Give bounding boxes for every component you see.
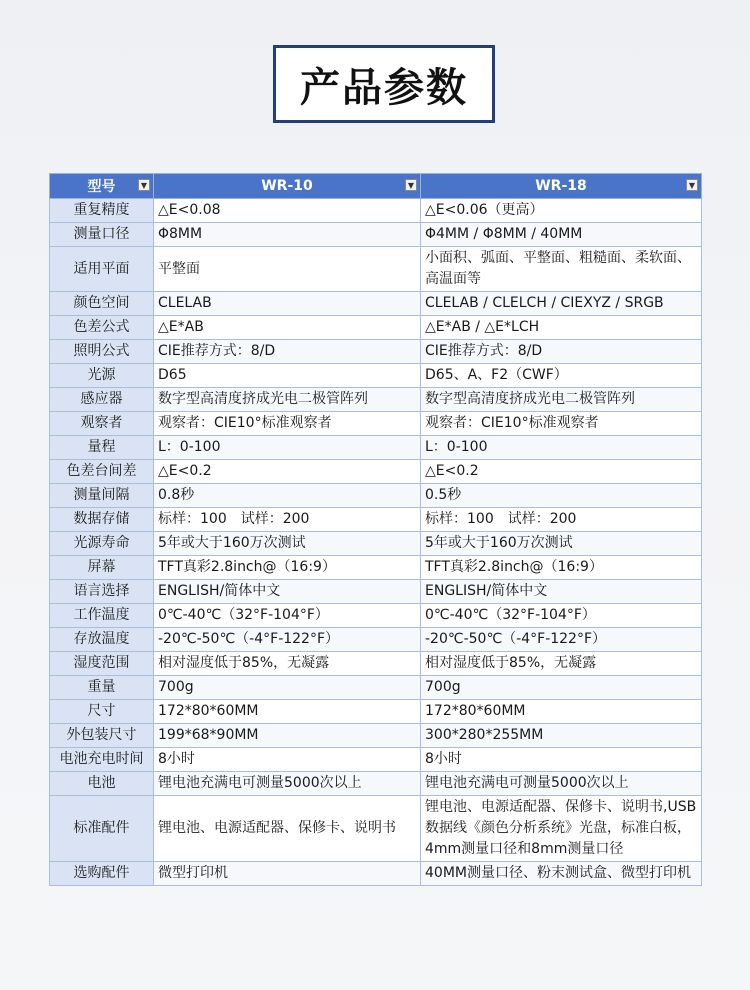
- wr10-value-cell: △E<0.08: [154, 199, 421, 223]
- spec-label-cell: 观察者: [50, 412, 154, 436]
- wr18-value-cell: 观察者：CIE10°标准观察者: [421, 412, 702, 436]
- wr10-value-cell: △E<0.2: [154, 460, 421, 484]
- table-row: [50, 628, 702, 652]
- spec-label-cell: 重复精度: [50, 199, 154, 223]
- wr18-value-cell: -20℃-50℃（-4°F-122°F）: [421, 628, 702, 652]
- wr18-value-cell: 300*280*255MM: [421, 724, 702, 748]
- table-row: [50, 292, 702, 316]
- table-row: [50, 556, 702, 580]
- wr18-value-cell: 700g: [421, 676, 702, 700]
- wr18-value-cell: 相对湿度低于85%，无凝露: [421, 652, 702, 676]
- wr18-value-cell: △E<0.06（更高）: [421, 199, 702, 223]
- table-row: [50, 862, 702, 886]
- spec-label-cell: 标准配件: [50, 796, 154, 862]
- wr10-value-cell: CIE推荐方式：8/D: [154, 340, 421, 364]
- wr18-value-cell: ENGLISH/简体中文: [421, 580, 702, 604]
- table-row: [50, 388, 702, 412]
- wr18-value-cell: △E*AB / △E*LCH: [421, 316, 702, 340]
- page-title: 产品参数: [300, 64, 468, 111]
- table-row: [50, 484, 702, 508]
- spec-label-cell: 电池充电时间: [50, 748, 154, 772]
- spec-label-cell: 数据存储: [50, 508, 154, 532]
- spec-label-cell: 颜色空间: [50, 292, 154, 316]
- table-row: [50, 460, 702, 484]
- wr10-value-cell: -20℃-50℃（-4°F-122°F）: [154, 628, 421, 652]
- spec-label-cell: 尺寸: [50, 700, 154, 724]
- wr10-value-cell: D65: [154, 364, 421, 388]
- wr10-value-cell: 相对湿度低于85%，无凝露: [154, 652, 421, 676]
- table-row: [50, 748, 702, 772]
- wr18-value-cell: CIE推荐方式：8/D: [421, 340, 702, 364]
- table-row: [50, 340, 702, 364]
- spec-label-cell: 重量: [50, 676, 154, 700]
- spec-label-cell: 测量间隔: [50, 484, 154, 508]
- spec-label-cell: 语言选择: [50, 580, 154, 604]
- table-row: [50, 700, 702, 724]
- wr10-value-cell: △E*AB: [154, 316, 421, 340]
- header-wr10[interactable]: [154, 174, 421, 199]
- wr10-value-cell: 0℃-40℃（32°F-104°F）: [154, 604, 421, 628]
- wr10-value-cell: 700g: [154, 676, 421, 700]
- wr10-value-cell: CLELAB: [154, 292, 421, 316]
- header-model-label: 型号: [87, 179, 116, 195]
- wr10-value-cell: 0.8秒: [154, 484, 421, 508]
- spec-label-cell: 湿度范围: [50, 652, 154, 676]
- wr10-value-cell: 172*80*60MM: [154, 700, 421, 724]
- wr10-value-cell: 锂电池充满电可测量5000次以上: [154, 772, 421, 796]
- wr10-value-cell: ENGLISH/简体中文: [154, 580, 421, 604]
- wr18-value-cell: 标样：100 试样：200: [421, 508, 702, 532]
- wr18-value-cell: 0℃-40℃（32°F-104°F）: [421, 604, 702, 628]
- wr18-value-cell: 172*80*60MM: [421, 700, 702, 724]
- wr10-value-cell: 8小时: [154, 748, 421, 772]
- table-row: [50, 772, 702, 796]
- spec-label-cell: 光源: [50, 364, 154, 388]
- wr10-value-cell: Φ8MM: [154, 223, 421, 247]
- wr18-value-cell: Φ4MM / Φ8MM / 40MM: [421, 223, 702, 247]
- wr18-value-cell: 小面积、弧面、平整面、粗糙面、柔软面、高温面等: [421, 247, 702, 292]
- wr10-value-cell: 锂电池、电源适配器、保修卡、说明书: [154, 796, 421, 862]
- wr18-value-cell: TFT真彩2.8inch@（16:9）: [421, 556, 702, 580]
- filter-dropdown-icon[interactable]: ▼: [138, 179, 150, 191]
- spec-label-cell: 照明公式: [50, 340, 154, 364]
- table-header-row: [50, 174, 702, 199]
- page-title-box: [273, 45, 495, 123]
- spec-table: [49, 173, 702, 886]
- spec-table-body: [50, 199, 702, 886]
- spec-label-cell: 适用平面: [50, 247, 154, 292]
- spec-label-cell: 色差公式: [50, 316, 154, 340]
- filter-dropdown-icon[interactable]: ▼: [405, 179, 417, 191]
- table-row: [50, 223, 702, 247]
- wr10-value-cell: 199*68*90MM: [154, 724, 421, 748]
- table-row: [50, 436, 702, 460]
- header-wr10-label: WR-10: [261, 178, 313, 194]
- wr18-value-cell: CLELAB / CLELCH / CIEXYZ / SRGB: [421, 292, 702, 316]
- wr18-value-cell: 40MM测量口径、粉末测试盒、微型打印机: [421, 862, 702, 886]
- table-row: [50, 724, 702, 748]
- spec-label-cell: 色差台间差: [50, 460, 154, 484]
- header-model[interactable]: [50, 174, 154, 199]
- table-row: [50, 604, 702, 628]
- wr10-value-cell: L：0-100: [154, 436, 421, 460]
- spec-label-cell: 工作温度: [50, 604, 154, 628]
- wr18-value-cell: 锂电池充满电可测量5000次以上: [421, 772, 702, 796]
- wr10-value-cell: 数字型高清度挤成光电二极管阵列: [154, 388, 421, 412]
- wr18-value-cell: 8小时: [421, 748, 702, 772]
- table-row: [50, 412, 702, 436]
- table-row: [50, 508, 702, 532]
- wr18-value-cell: 锂电池、电源适配器、保修卡、说明书,USB数据线《颜色分析系统》光盘，标准白板，4mm测量口径和8mm测量口径: [421, 796, 702, 862]
- spec-label-cell: 存放温度: [50, 628, 154, 652]
- table-row: [50, 364, 702, 388]
- table-row: [50, 676, 702, 700]
- table-row: [50, 316, 702, 340]
- spec-label-cell: 电池: [50, 772, 154, 796]
- wr10-value-cell: 观察者：CIE10°标准观察者: [154, 412, 421, 436]
- wr18-value-cell: L：0-100: [421, 436, 702, 460]
- spec-label-cell: 量程: [50, 436, 154, 460]
- wr18-value-cell: 0.5秒: [421, 484, 702, 508]
- wr18-value-cell: △E<0.2: [421, 460, 702, 484]
- header-wr18-label: WR-18: [535, 178, 587, 194]
- filter-dropdown-icon[interactable]: ▼: [686, 179, 698, 191]
- wr10-value-cell: 5年或大于160万次测试: [154, 532, 421, 556]
- table-row: [50, 580, 702, 604]
- wr10-value-cell: TFT真彩2.8inch@（16:9）: [154, 556, 421, 580]
- header-wr18[interactable]: [421, 174, 702, 199]
- wr18-value-cell: D65、A、F2（CWF）: [421, 364, 702, 388]
- table-row: [50, 796, 702, 862]
- spec-label-cell: 屏幕: [50, 556, 154, 580]
- spec-label-cell: 测量口径: [50, 223, 154, 247]
- spec-label-cell: 光源寿命: [50, 532, 154, 556]
- table-row: [50, 532, 702, 556]
- table-row: [50, 199, 702, 223]
- table-row: [50, 652, 702, 676]
- spec-label-cell: 选购配件: [50, 862, 154, 886]
- spec-label-cell: 感应器: [50, 388, 154, 412]
- wr18-value-cell: 数字型高清度挤成光电二极管阵列: [421, 388, 702, 412]
- wr10-value-cell: 标样：100 试样：200: [154, 508, 421, 532]
- spec-label-cell: 外包装尺寸: [50, 724, 154, 748]
- wr18-value-cell: 5年或大于160万次测试: [421, 532, 702, 556]
- wr10-value-cell: 平整面: [154, 247, 421, 292]
- table-row: [50, 247, 702, 292]
- wr10-value-cell: 微型打印机: [154, 862, 421, 886]
